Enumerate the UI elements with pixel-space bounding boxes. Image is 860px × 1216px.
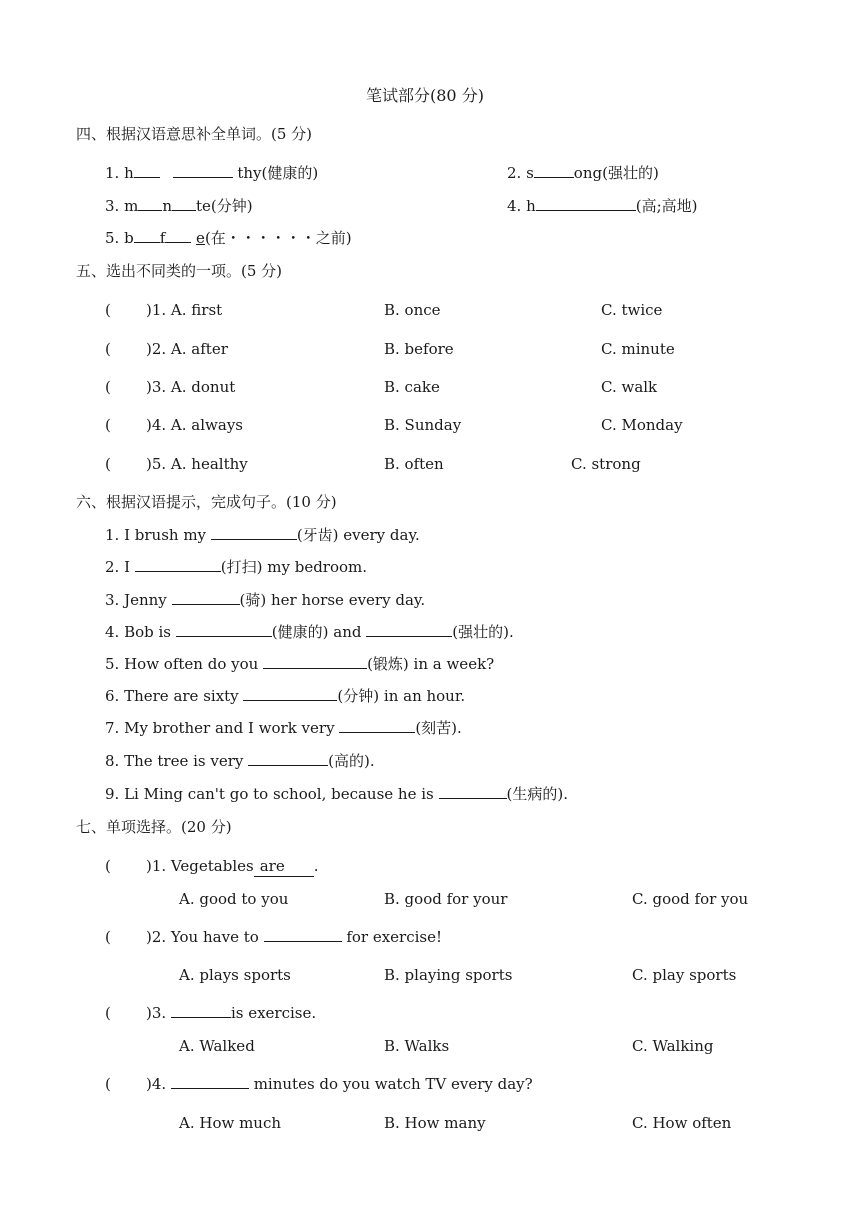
item-text: h (124, 164, 134, 182)
s6-item-6 (105, 686, 465, 706)
s5-q1: )1. A. first (146, 301, 223, 319)
blank-line (173, 163, 233, 178)
blank-line (211, 525, 297, 540)
s4-item-1 (105, 163, 318, 183)
answer-text: are (259, 857, 285, 875)
s7-q4-a: A. How much (179, 1114, 282, 1132)
s5-q4: )4. A. always (146, 416, 243, 434)
s5-paren: ( (105, 416, 111, 434)
s5-q3: )3. A. donut (146, 378, 236, 396)
s5-q5: )5. A. healthy (146, 455, 248, 473)
item-text: (分钟) in an hour. (337, 687, 466, 705)
s5-q4-b: B. Sunday (384, 416, 462, 434)
item-text: (高;高地) (635, 197, 698, 215)
blank-line (134, 228, 160, 243)
item-text: 3. Jenny (105, 591, 172, 609)
s5-q2: )2. A. after (146, 340, 228, 358)
s7-q4 (146, 1074, 533, 1094)
item-text: (牙齿) every day. (296, 526, 420, 544)
section-7-heading: 七、单项选择。(20 分) (76, 818, 232, 836)
item-text: (锻炼) in a week? (367, 655, 495, 673)
item-text: (在・・・・・・之前) (204, 229, 352, 247)
s5-q3-c: C. walk (601, 378, 658, 396)
item-text: te(分钟) (196, 197, 253, 215)
s7-paren: ( (105, 928, 111, 946)
s5-q5-b: B. often (384, 455, 444, 473)
s6-item-7 (105, 718, 462, 738)
blank-line (165, 228, 191, 243)
s7-q3-c: C. Walking (632, 1037, 714, 1055)
section-6-heading: 六、根据汉语提示，完成句子。(10 分) (76, 493, 337, 511)
blank-line (134, 163, 160, 178)
blank-line (172, 590, 240, 605)
blank-line (339, 718, 415, 733)
s6-item-2 (105, 557, 367, 577)
s7-q2-a: A. plays sports (179, 966, 291, 984)
s6-item-1 (105, 525, 420, 545)
item-text: (刻苦). (415, 719, 462, 737)
s7-q2-b: B. playing sports (384, 966, 513, 984)
item-text: for exercise! (341, 928, 443, 946)
s7-q4-b: B. How many (384, 1114, 486, 1132)
page-title: 笔试部分(80 分) (366, 86, 484, 105)
item-text: is exercise. (230, 1004, 317, 1022)
blank-line (264, 927, 342, 942)
item-text: 4. Bob is (105, 623, 176, 641)
blank-line (171, 1003, 231, 1018)
s5-q2-c: C. minute (601, 340, 675, 358)
item-number: 5. (105, 229, 120, 247)
blank-line (135, 557, 221, 572)
item-number: 1. (105, 164, 120, 182)
s7-q1 (146, 856, 318, 877)
item-text: (骑) her horse every day. (239, 591, 426, 609)
s4-item-4 (507, 196, 698, 216)
s5-paren: ( (105, 301, 111, 319)
item-text: 8. The tree is very (105, 752, 249, 770)
item-text: (强壮的). (452, 623, 514, 641)
blank-line (248, 751, 328, 766)
s5-paren: ( (105, 340, 111, 358)
item-number: 2. (507, 164, 522, 182)
s7-paren: ( (105, 857, 111, 875)
blank-line (439, 784, 507, 799)
s7-q1-a: A. good to you (179, 890, 289, 908)
s6-item-8 (105, 751, 375, 771)
item-text: n (162, 197, 172, 215)
s4-item-3 (105, 196, 253, 216)
item-text: minutes do you watch TV every day? (248, 1075, 533, 1093)
item-text: (健康的) and (271, 623, 367, 641)
section-5-heading: 五、选出不同类的一项。(5 分) (76, 262, 283, 280)
item-text: (打扫) my bedroom. (220, 558, 368, 576)
item-text: h (526, 197, 536, 215)
s5-q1-c: C. twice (601, 301, 663, 319)
item-text: 5. How often do you (105, 655, 264, 673)
blank-line (263, 654, 367, 669)
blank-line (138, 196, 162, 211)
s6-item-5 (105, 654, 494, 674)
item-text: 6. There are sixty (105, 687, 244, 705)
s5-q1-b: B. once (384, 301, 441, 319)
s7-q4-c: C. How often (632, 1114, 732, 1132)
item-number: 4. (507, 197, 522, 215)
item-text: thy(健康的) (237, 164, 319, 182)
blank-line (176, 622, 272, 637)
item-text: )1. Vegetables (146, 857, 254, 875)
s4-item-2 (507, 163, 659, 183)
blank-line (254, 856, 314, 877)
item-text: . (313, 857, 319, 875)
item-text: )4. (146, 1075, 171, 1093)
s5-q4-c: C. Monday (601, 416, 683, 434)
s7-q2-c: C. play sports (632, 966, 737, 984)
blank-line (366, 622, 452, 637)
s4-item-5 (105, 228, 352, 248)
item-text: ong(强壮的) (573, 164, 659, 182)
blank-line (171, 1074, 249, 1089)
blank-line (536, 196, 636, 211)
item-text: 1. I brush my (105, 526, 211, 544)
item-text: )3. (146, 1004, 171, 1022)
item-text: f (159, 229, 166, 247)
item-text: (高的). (328, 752, 375, 770)
item-text: 2. I (105, 558, 135, 576)
item-text: 9. Li Ming can't go to school, because he is (105, 785, 439, 803)
item-text: e (196, 229, 205, 247)
s7-q1-c: C. good for you (632, 890, 749, 908)
s7-q2 (146, 927, 442, 947)
s7-q3 (146, 1003, 316, 1023)
item-text: b (124, 229, 134, 247)
s6-item-3 (105, 590, 425, 610)
s7-paren: ( (105, 1004, 111, 1022)
blank-line (172, 196, 196, 211)
item-text: (生病的). (506, 785, 568, 803)
blank-line (243, 686, 337, 701)
item-text: )2. You have to (146, 928, 264, 946)
s7-q3-a: A. Walked (179, 1037, 255, 1055)
item-text: s (526, 164, 534, 182)
item-text: 7. My brother and I work very (105, 719, 340, 737)
s5-q5-c: C. strong (571, 455, 641, 473)
item-number: 3. (105, 197, 120, 215)
s6-item-9 (105, 784, 568, 804)
s5-paren: ( (105, 378, 111, 396)
s5-paren: ( (105, 455, 111, 473)
section-4-heading: 四、根据汉语意思补全单词。(5 分) (76, 125, 313, 143)
s7-q1-b: B. good for your (384, 890, 508, 908)
s7-paren: ( (105, 1075, 111, 1093)
blank-line (534, 163, 574, 178)
item-text: m (124, 197, 139, 215)
s5-q2-b: B. before (384, 340, 454, 358)
s5-q3-b: B. cake (384, 378, 440, 396)
s6-item-4 (105, 622, 514, 642)
s7-q3-b: B. Walks (384, 1037, 450, 1055)
